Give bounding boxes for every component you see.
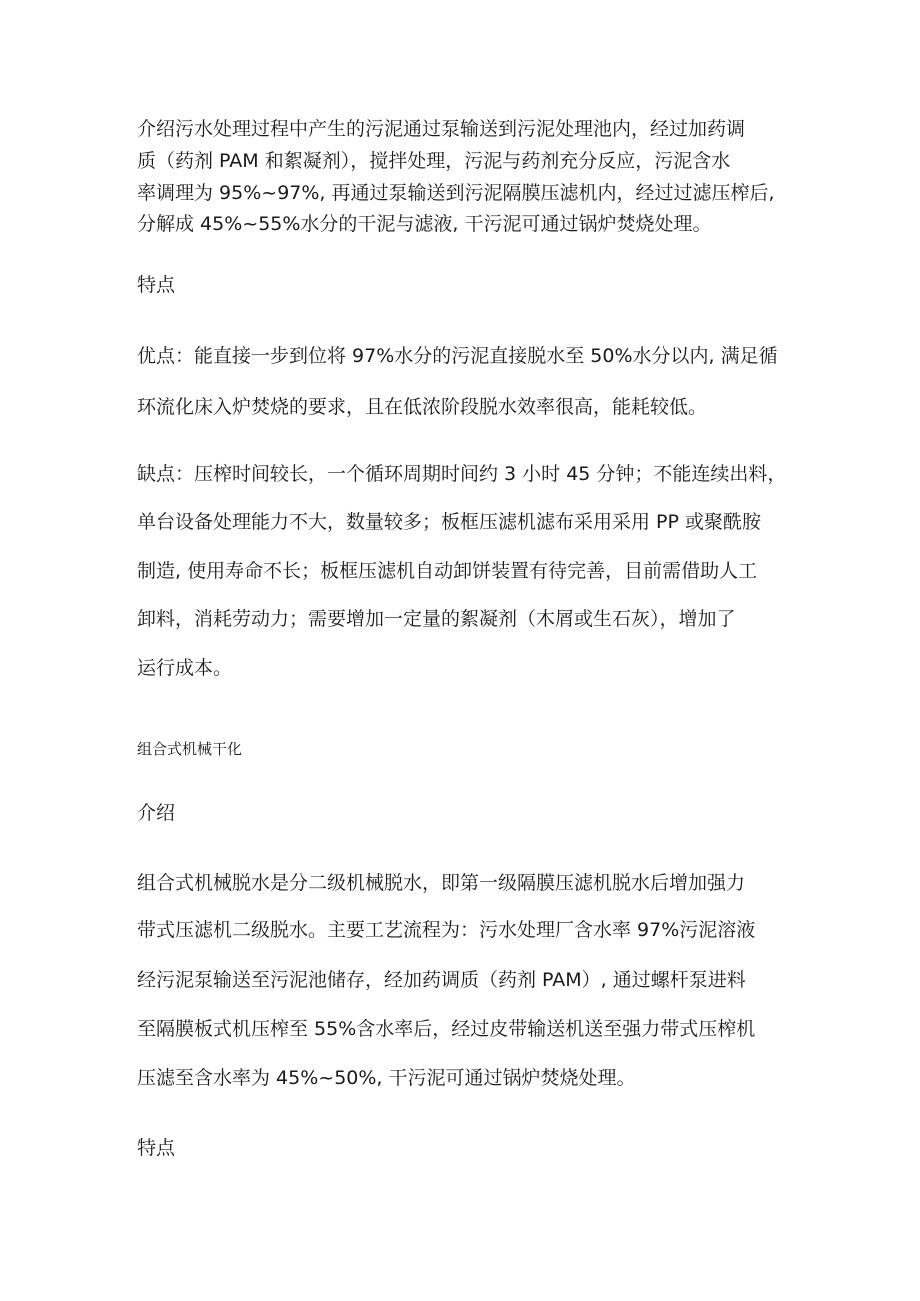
advantages-line-1: 优点：能直接一步到位将 97%水分的污泥直接脱水至 50%水分以内, 满足循 — [137, 345, 778, 367]
disadvantages-line-5: 运行成本。 — [137, 657, 233, 679]
disadvantages-line-3: 制造, 使用寿命不长；板框压滤机自动卸饼装置有待完善，目前需借助人工 — [137, 560, 758, 582]
section-title: 组合式机械干化 — [137, 740, 243, 758]
intro-heading: 介绍 — [137, 802, 176, 824]
features-heading-1: 特点 — [137, 274, 176, 296]
combined-line-4: 至隔膜板式机压榨至 55%含水率后，经过皮带输送机送至强力带式压榨机 — [137, 1018, 756, 1040]
intro-line-2: 质（药剂 PAM 和絮凝剂），搅拌处理，污泥与药剂充分反应，污泥含水 — [137, 150, 731, 172]
disadvantages-line-1: 缺点：压榨时间较长，一个循环周期时间约 3 小时 45 分钟；不能连续出料， — [137, 463, 787, 485]
intro-line-4: 分解成 45%~55%水分的干泥与滤液, 干污泥可通过锅炉焚烧处理。 — [137, 213, 712, 235]
advantages-line-2: 环流化床入炉焚烧的要求，且在低浓阶段脱水效率很高，能耗较低。 — [137, 396, 708, 418]
combined-line-1: 组合式机械脱水是分二级机械脱水，即第一级隔膜压滤机脱水后增加强力 — [137, 872, 746, 894]
combined-line-3: 经污泥泵输送至污泥池储存，经加药调质（药剂 PAM）, 通过螺杆泵进料 — [137, 969, 746, 991]
combined-line-5: 压滤至含水率为 45%~50%, 干污泥可通过锅炉焚烧处理。 — [137, 1067, 636, 1089]
intro-line-1: 介绍污水处理过程中产生的污泥通过泵输送到污泥处理池内，经过加药调 — [137, 118, 746, 140]
intro-line-3: 率调理为 95%~97%, 再通过泵输送到污泥隔膜压滤机内，经过过滤压榨后, — [137, 182, 775, 204]
disadvantages-line-4: 卸料，消耗劳动力；需要增加一定量的絮凝剂（木屑或生石灰），增加了 — [137, 608, 736, 630]
features-heading-2: 特点 — [137, 1137, 176, 1159]
disadvantages-line-2: 单台设备处理能力不大，数量较多；板框压滤机滤布采用采用 PP 或聚酰胺 — [137, 511, 761, 533]
combined-line-2: 带式压滤机二级脱水。主要工艺流程为：污水处理厂含水率 97%污泥溶液 — [137, 919, 756, 941]
